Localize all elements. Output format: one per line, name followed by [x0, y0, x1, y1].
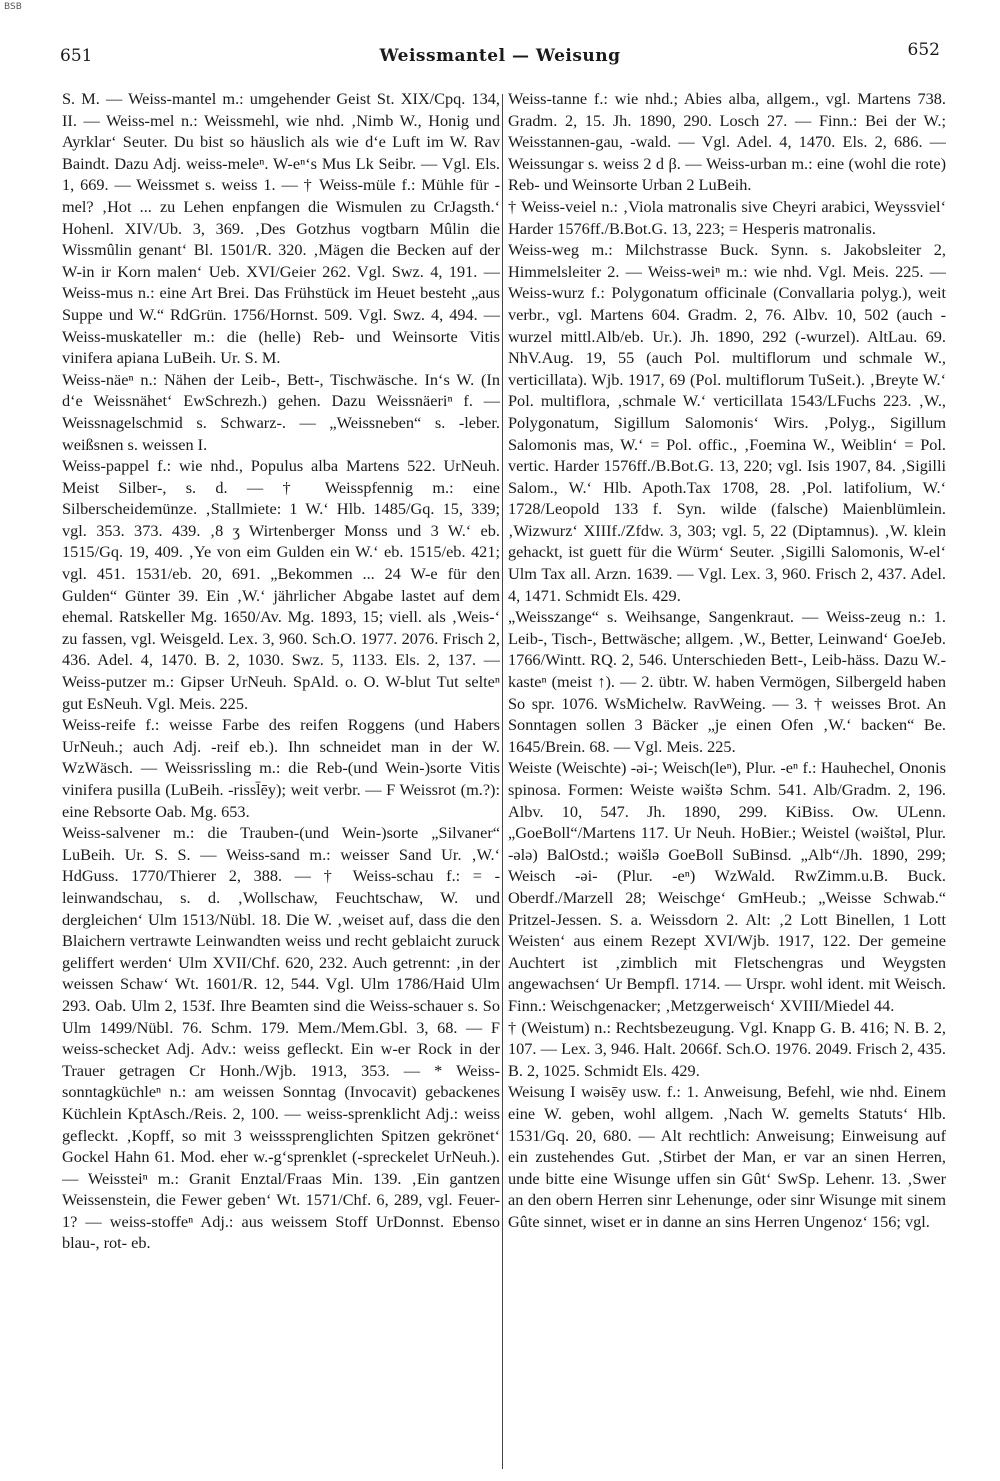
entry-weisszange: „Weisszange“ s. Weihsange, Sangenkraut. — Weiss-zeug n.: 1. Leib-, Tisch-, Bettwäsche; allgem. ‚W., Better, Leinwand‘ GoeJeb. 1766/Wintt. RQ. 2, 546. Unterschieden Bett-, Leib-häss. Dazu W.-kasteⁿ (meist ↑). — 2. übtr. W. haben Vermögen, Silbergeld haben So spr. 1076. WsMichelw. RavWeing. — 3. † weisses Brot. An Sonntagen sollen 3 Bäcker „je einen Ofen ‚W.‘ backen“ Be. 1645/Brein. 68. — Vgl. Meis. 225. — [508, 607, 946, 756]
column-divider — [502, 94, 503, 1469]
entry-weistum: † (Weistum) n.: Rechtsbezeugung. Vgl. Knapp G. B. 416; N. B. 2, 107. — Lex. 3, 946. Halt. 2066f. Sch.O. 1976. 2049. Frisch 2, 435. B. 2, 1025. Schmidt Els. 429. — [508, 1017, 946, 1080]
left-column — [62, 88, 500, 1468]
entry-weiss-mantel: S. M. — Weiss-mantel m.: umgehender Geist St. XIX/Cpq. 134, II. — Weiss-mel n.: Weissmehl, wie nhd. ‚Nimb W., Honig und Ayrklar‘ Seuter. Du bist so häuslich als wie d‘e Luft im W. Rav Baindt. Dazu Adj. weiss-meleⁿ. W-eⁿ‘s Mus Lk Seibr. — Vgl. Els. 1, 669. — Weissmet s. weiss 1. — † Weiss-müle f.: Mühle für -mel? ‚Hot ... zu Lehen enpfangen die Wismulen zu CrJagsth.‘ Hohenl. XIV/Ub. 3, 369. ‚Des Gotzhus vogtbarn Mûlin die Wissmûlin genant‘ Bl. 1501/R. 320. ‚Mägen die Becken auf der W-in ir Korn malen‘ Ueb. XVI/Geier 262. Vgl. Swz. 4, 191. — Weiss-mus n.: eine Art Brei. Das Frühstück im Heuet besteht „aus Suppe und W.“ RdGrün. 1756/Hornst. 509. Vgl. Swz. 4, 494. — Weiss-muskateller m.: die (helle) Reb- und Weinsorte Vitis vinifera apiana LuBeih. Ur. S. M. — [62, 89, 500, 368]
entry-weiss-pappel: Weiss-pappel f.: wie nhd., Populus alba Martens 522. UrNeuh. Meist Silber-, s. d. — † Weisspfennig m.: eine Silberscheidemünze. ‚Stallmiete: 1 W.‘ Hlb. 1485/Gq. 15, 339; vgl. 353. 373. 439. ‚8 ʒ Wirtenberger Monss und 3 W.‘ eb. 1515/Gq. 19, 409. ‚Ye von eim Gulden ein W.‘ eb. 1515/eb. 421; vgl. 451. 1531/eb. 20, 691. „Bekommen ... 24 W-e für den Gulden“ Günter 39. Ein ‚W.‘ jährlicher Abgabe lastet auf dem ehemal. Ratskeller Mg. 1650/Av. Mg. 1893, 15; viell. als ‚Weis-‘ zu fassen, vgl. Weisgeld. Lex. 3, 960. Sch.O. 1977. 2076. Frisch 2, 436. Adel. 4, 1470. B. 2, 1030. Swz. 5, 1133. Els. 2, 137. — Weiss-putzer m.: Gipser UrNeuh. SpAld. o. O. W-blut Tut selteⁿ gut EsNeuh. Vgl. Meis. 225. — [62, 456, 500, 713]
entry-weiss-weg: Weiss-weg m.: Milchstrasse Buck. Synn. s. Jakobsleiter 2, Himmelsleiter 2. — Weiss-weiⁿ m.: wie nhd. Vgl. Meis. 225. — Weiss-wurz f.: Polygonatum officinale (Convallaria polyg.), weit verbr., vgl. Martens 604. Gradm. 2, 76. Albv. 10, 502 (auch -wurzel mittl.Alb/eb. Ur.). Jh. 1890, 292 (-wurzel). AltLau. 69. NhV.Aug. 19, 55 (auch Pol. multiflorum und schmale W., verticillata). Wjb. 1917, 69 (Pol. multiflorum TuSeit.). ‚Breyte W.‘ Pol. multiflora, ‚schmale W.‘ verticillata 1543/LFuchs 223. ‚W., Polygonatum, Sigillum Salomonis‘ Wirs. ‚Polyg., Sigillum Salomonis mas, W.‘ = Pol. offic., ‚Foemina W., Weiblin‘ = Pol. vertic. Harder 1576ff./B.Bot.G. 13, 220; vgl. Isis 1907, 84. ‚Sigilli Salom., W.‘ Hlb. Apoth.Tax 1708, 28. ‚Pol. latifolium, W.‘ 1728/Leopold 133 f. Syn. wilde (falsche) Maienblümlein. ‚Wizwurz‘ XIIIf./Zfdw. 3, 303; vgl. 5, 22 (Diptamnus). ‚W. klein gehackt, ist guett für die Würm‘ Seuter. ‚Sigilli Salomonis, W-el‘ Ulm Tax all. Arzn. 1639. — Vgl. Lex. 3, 960. Frisch 2, 437. Adel. 4, 1471. Schmidt Els. 429. — [508, 240, 946, 605]
entry-weiss-tanne: Weiss-tanne f.: wie nhd.; Abies alba, allgem., vgl. Martens 738. Gradm. 2, 15. Jh. 1890, 290. Losch 27. — Finn.: Bei der W.; Weisstannen-gau, -wald. — Vgl. Adel. 4, 1470. Els. 2, 686. — Weissungar s. weiss 2 d β. — Weiss-urban m.: eine (wohl die rote) Reb- und Weinsorte Urban 2 LuBeih. — [508, 89, 946, 195]
entry-weiss-naeen: Weiss-näeⁿ n.: Nähen der Leib-, Bett-, Tischwäsche. In‘s W. (In d‘e Weissnähet‘ EwSchrezh.) gehen. Dazu Weissnäeriⁿ f. — Weissnagelschmid s. Schwarz-. — „Weissneben“ s. -leber. weißsnen s. weissen I. — [62, 369, 500, 454]
entry-weiss-reife: Weiss-reife f.: weisse Farbe des reifen Roggens (und Habers UrNeuh.; auch Adj. -reif eb.). Ihn schneidet man in der W. WzWäsch. — Weissrissling m.: die Reb-(und Wein-)sorte Vitis vinifera pusilla (LuBeih. -rissl̄ēy); weit verbr. — F Weissrot (m.?): eine Rebsorte Oab. Mg. 653. — [62, 715, 500, 821]
entry-weiss-veiel: † Weiss-veiel n.: ‚Viola matronalis sive Cheyri arabici, Weyssviel‘ Harder 1576ff./B.Bot.G. 13, 223; = Hesperis matronalis. — [508, 196, 946, 238]
entry-weiss-salvener: Weiss-salvener m.: die Trauben-(und Wein-)sorte „Silvaner“ LuBeih. Ur. S. S. — Weiss-sand m.: weisser Sand Ur. ‚W.‘ HdGuss. 1770/Thierer 2, 388. — † Weiss-schau f.: = -leinwandschau, s. d. ‚Wollschaw, Feuchtschaw, W. und dergleichen‘ Ulm 1513/Nübl. 18. Die W. ‚weiset auf, dass die den Blaichern vertrawte Leinwandten weiss und recht geblaicht zuruck geliffert werden‘ Ulm XVII/Chf. 620, 232. Auch getrennt: ‚in der weissen Schaw‘ Wt. 1601/R. 12, 544. Vgl. Ulm 1786/Haid Ulm 293. Oab. Ulm 2, 153f. Ihre Beamten sind die Weiss-schauer s. So Ulm 1499/Nübl. 76. Schm. 179. Mem./Mem.Gbl. 3, 68. — F weiss-schecket Adj. Adv.: weiss gefleckt. Ein w-er Rock in der Trauer getragen Cr Honh./Wjb. 1913, 353. — * Weiss-sonntagküchleⁿ n.: am weissen Sonntag (Invocavit) gebackenes Küchlein KptAsch./Reis. 2, 100. — weiss-sprenklicht Adj.: weiss gefleckt. ‚Kopff, so mit 3 weisssprenglichten Spitzen gekrönet‘ Gockel Hahn 61. Mod. eher w.-g‘sprenklet (-spreckelet UrNeuh.). — Weissteiⁿ m.: Granit Enztal/Fraas Min. 139. ‚Ein gantzen Weissenstein, die Fewer geben‘ Wt. 1571/Chf. 6, 289, vgl. Feuer- 1? — weiss-stoffeⁿ Adj.: aus weissem Stoff UrDonnst. Ebenso blau-, rot- eb. — [62, 823, 500, 1253]
entry-weisung: Weisung I wəisēy usw. f.: 1. Anweisung, Befehl, wie nhd. Einem eine W. geben, wohl allgem. ‚Nach W. gemelts Statuts‘ Hlb. 1531/Gq. 20, 680. — Alt rechtlich: Anweisung; Einweisung auf ein zustehendes Gut. ‚Stirbet der Man, er var an sinen Herren, unde bitte eine Wisunge uffen sin Gût‘ SwSp. Lehenr. 13. ‚Swer an den obern Herren sinr Lehenunge, oder sinr Wisunge mit sinem Gûte sinnet, wiset er in danne an sins Herren Ungenoz‘ 156; vgl. — [508, 1082, 946, 1231]
page-number-right: 652 — [907, 40, 940, 60]
entry-weiste: Weiste (Weischte) -əi-; Weisch(leⁿ), Plur. -eⁿ f.: Hauhechel, Ononis spinosa. Formen: Weiste wəištə Schm. 541. Alb/Gradm. 2, 196. Albv. 10, 547. Jh. 1890, 299. KiBiss. Ow. ULenn. „GoeBoll“/Martens 117. Ur Neuh. HoBier.; Weistel (wəištəl, Plur. -ələ) BalOstd.; wəišlə GoeBoll SuBinsd. „Alb“/Jh. 1890, 299; Weisch -əi- (Plur. -eⁿ) WzWald. RwZimm.u.B. Buck. Oberdf./Marzell 28; Weischge‘ GmHeub.; „Weisse Schwab.“ Pritzel-Jessen. S. a. Weissdorn 2. Alt: ‚2 Lott Binellen, 1 Lott Weisten‘ aus einem Rezept XVI/Wjb. 1917, 122. Der gemeine Auchtert ist ‚zimblich mit Fletschengras und Weygsten angewachsen‘ Ur Bempfl. 1714. — Urspr. wohl ident. mit Weisch. Finn.: Weischgenacker; ‚Metzgerweisch‘ XVIII/Miedel 44. — [508, 758, 946, 1015]
right-column — [508, 88, 946, 1468]
page-header — [60, 40, 940, 74]
library-stamp: BSB — [4, 2, 22, 12]
running-title: Weissmantel — Weisung — [379, 46, 621, 66]
page-number-left: 651 — [60, 46, 93, 66]
